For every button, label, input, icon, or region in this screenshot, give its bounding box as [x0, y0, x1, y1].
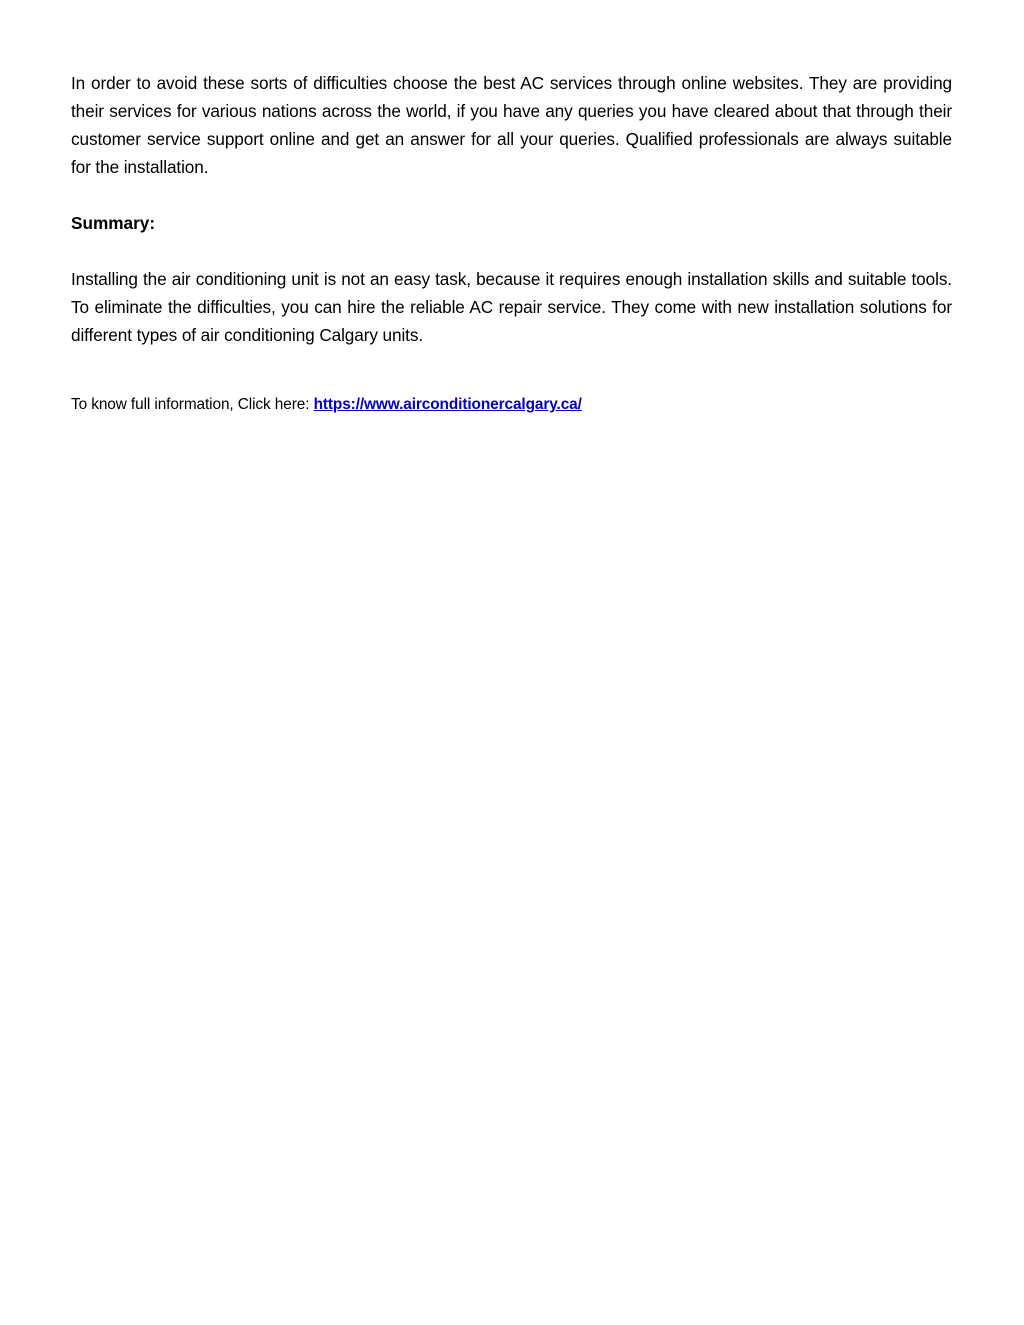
document-body: [71, 69, 952, 419]
intro-paragraph: In order to avoid these sorts of difficulties choose the best AC services through online websites. They are providing their services for various nations across the world, if you have any queries you have cleared about that through their customer service support online and get an answer for all your queries. Qualified professionals are always suitable for the installation.: [71, 73, 952, 177]
summary-paragraph: Installing the air conditioning unit is not an easy task, because it requires enough installation skills and suitable tools. To eliminate the difficulties, you can hire the reliable AC repair service. They come with new installation solutions for different types of air conditioning Calgary units.: [71, 269, 952, 345]
summary-heading: Summary:: [71, 213, 156, 233]
link-prefix-text: To know full information, Click here:: [71, 396, 314, 413]
website-link[interactable]: https://www.airconditionercalgary.ca/: [313, 396, 582, 413]
info-link-line: [71, 391, 952, 419]
